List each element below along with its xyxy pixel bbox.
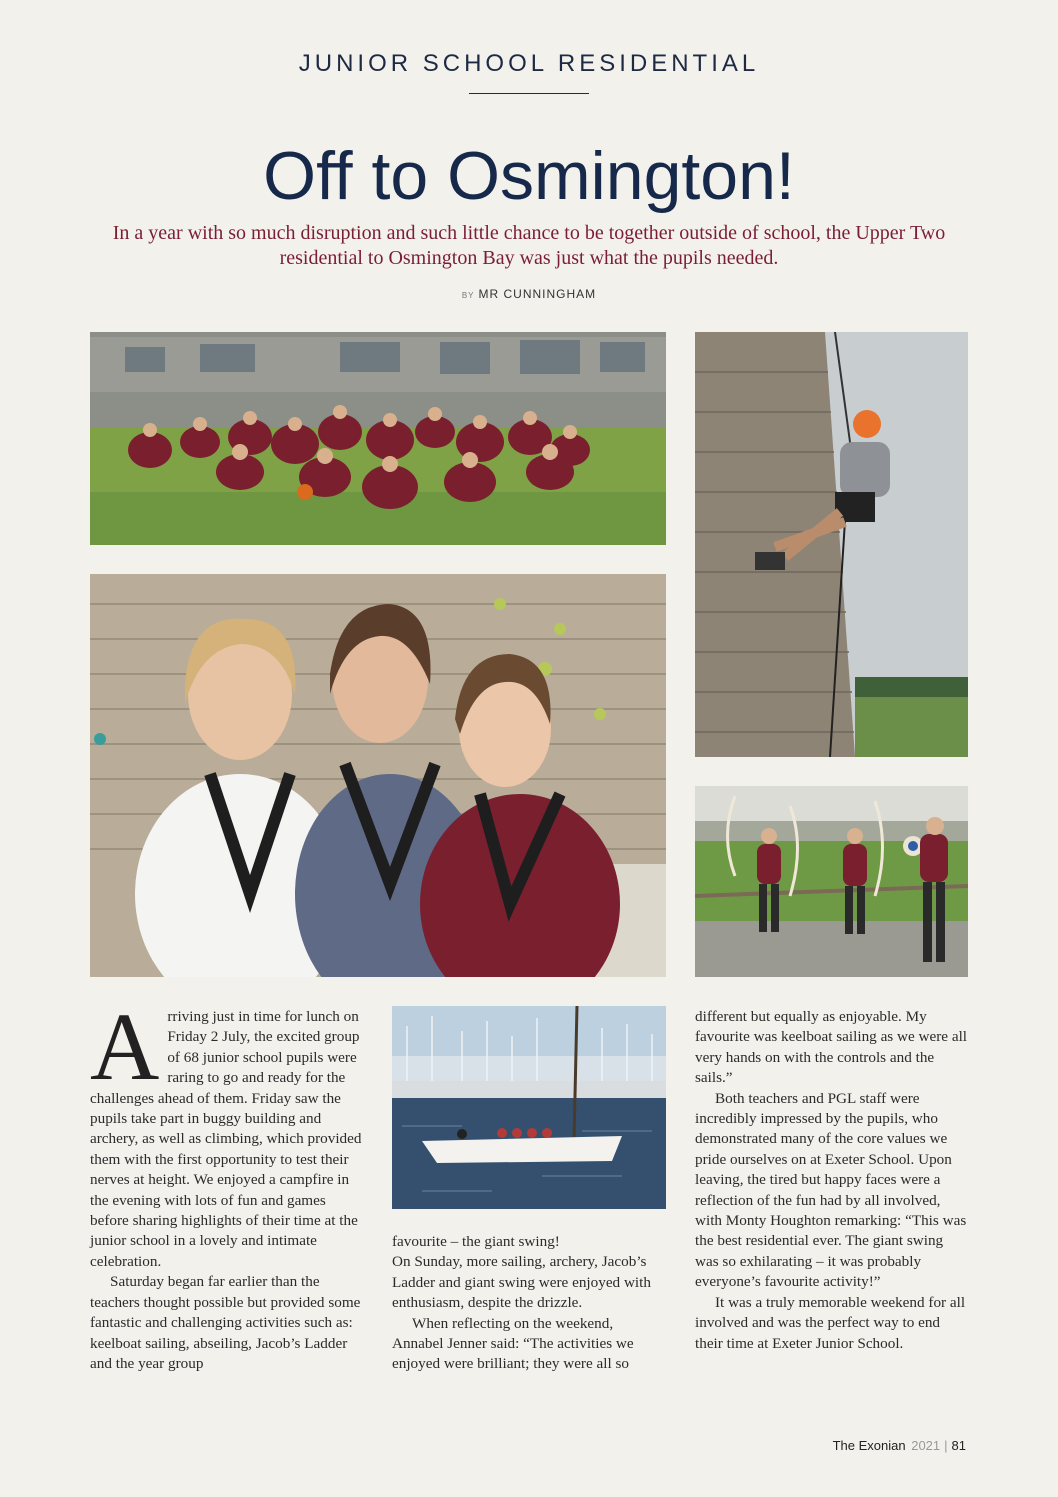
kicker-divider — [469, 93, 589, 94]
publication-name: The Exonian — [832, 1438, 906, 1453]
drop-cap: A — [90, 993, 160, 1100]
page-title: Off to Osmington! — [263, 138, 795, 214]
paragraph: different but equally as enjoyable. My favourite was keelboat sailing as we were all very hands on with the controls and the sails.” — [695, 1008, 968, 1087]
paragraph: It was a truly memorable weekend for all involved and was the perfect way to end their time at Exeter Junior School. — [695, 1293, 966, 1352]
paragraph: rriving just in time for lunch on Friday 2 July, the excited group of 68 junior school pupils were raring to go and ready for the challenges ahead of them. Friday saw the pupils take part in buggy building and archery, as well as climbing, which provided them with the first opportunity to test their nerves at height. We enjoyed a campfire in the evening with lots of fun and games before sharing highlights of their time at the junior school in a lovely and intimate celebration. — [90, 1008, 362, 1270]
article-column-2 — [392, 1232, 666, 1375]
article-column-1 — [90, 993, 362, 1374]
article-column-3 — [695, 1007, 969, 1354]
paragraph: favourite – the giant swing! — [392, 1233, 560, 1250]
standfirst: In a year with so much disruption and such little chance to be together outside of school, the Upper Two residential to Osmington Bay was just what the pupils needed. — [112, 222, 946, 269]
sailing-photo — [392, 1006, 666, 1209]
paragraph: On Sunday, more sailing, archery, Jacob’s Ladder and giant swing were enjoyed with enthusiasm, despite the drizzle. — [392, 1253, 651, 1312]
page-footer — [833, 1438, 966, 1453]
page-number: 81 — [951, 1438, 966, 1453]
climbers-photo — [90, 574, 666, 977]
footer-separator: | — [944, 1438, 948, 1453]
byline-author: MR CUNNINGHAM — [478, 287, 597, 301]
paragraph: Both teachers and PGL staff were incredibly impressed by the pupils, who demonstrated many of the core values we pride ourselves on at Exeter School. Upon leaving, the tired but happy faces were a reflection of the fun had by all involved, with Monty Houghton remarking: “This was the best residential ever. The giant swing was so exhilarating – it was probably everyone’s favourite activity!” — [695, 1089, 967, 1291]
archery-photo — [695, 786, 968, 977]
byline-prefix: BY — [461, 291, 475, 300]
section-kicker: JUNIOR SCHOOL RESIDENTIAL — [298, 50, 760, 77]
paragraph: Saturday began far earlier than the teachers thought possible but provided some fantastic and challenging activities such as: keelboat sailing, abseiling, Jacob’s Ladder and the year group — [90, 1273, 361, 1372]
publication-year: 2021 — [911, 1438, 941, 1453]
paragraph: When reflecting on the weekend, Annabel Jenner said: “The activities we enjoyed were brilliant; they were all so — [392, 1314, 634, 1373]
group-photo — [90, 332, 666, 545]
abseil-photo — [695, 332, 968, 757]
byline — [0, 287, 1058, 301]
